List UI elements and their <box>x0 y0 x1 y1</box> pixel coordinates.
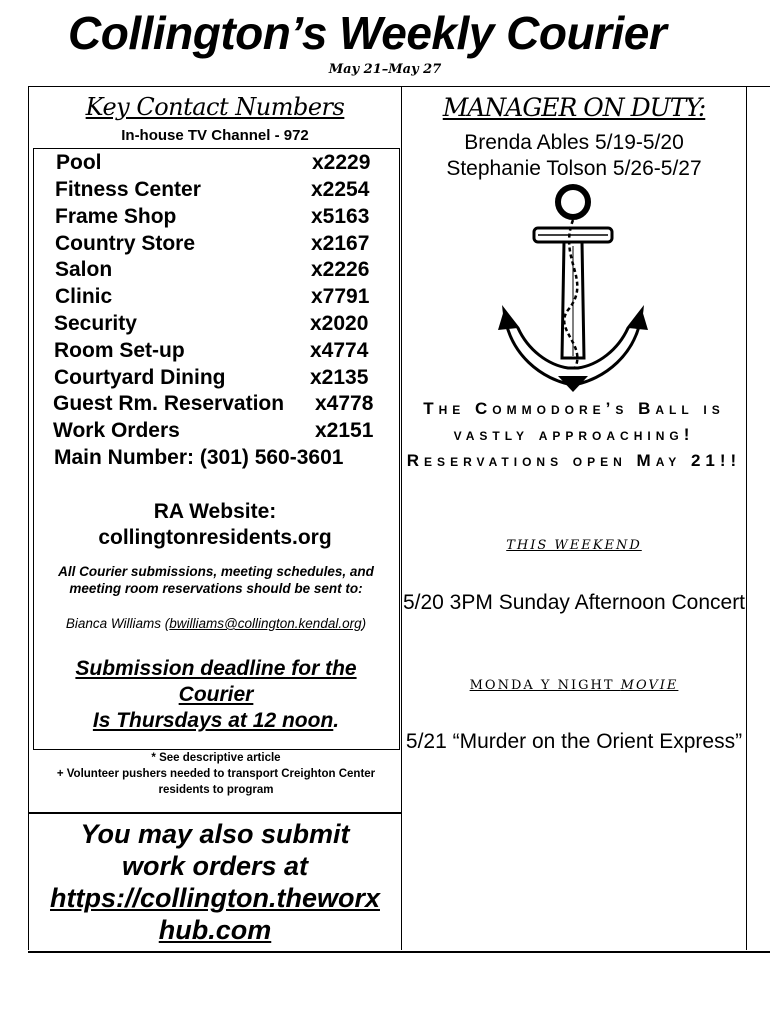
work-order-notice <box>29 818 401 946</box>
work-order-link[interactable]: https://collington.theworxhub.com <box>50 883 380 945</box>
contact-name: Bianca Williams ( <box>65 616 170 631</box>
newsletter-title: Collington’s Weekly Courier <box>68 7 667 59</box>
contact-ext: x2167 <box>311 232 370 255</box>
manager-line-2: Stephanie Tolson 5/26-5/27 <box>446 157 702 180</box>
deadline-end: . <box>333 709 340 732</box>
contacts-title: Key Contact Numbers <box>85 93 345 121</box>
deadline-line-2: Is Thursdays at 12 noon <box>92 709 334 732</box>
article-note: * See descriptive article <box>151 752 281 764</box>
contact-email-link[interactable]: bwilliams@collington.kendal.org <box>169 616 362 631</box>
contact-label: Guest Rm. Reservation <box>53 392 285 415</box>
contact-label: Clinic <box>55 285 113 308</box>
contact-ext: x5163 <box>311 205 370 228</box>
movie-heading <box>402 678 746 693</box>
manager-line-1: Brenda Ables 5/19-5/20 <box>464 131 684 154</box>
section-separator <box>29 812 401 814</box>
contact-label: Courtyard Dining <box>54 366 226 389</box>
movie-heading-italic: MOVIE <box>620 678 679 693</box>
contact-label: Room Set-up <box>54 339 185 362</box>
contact-ext: x2254 <box>311 178 370 201</box>
contact-label: Country Store <box>55 232 196 255</box>
commodores-ball-announcement: The Commodore’s Ball is vastly approaching! Reservations open May 21!! <box>406 399 742 470</box>
weekend-heading: THIS WEEKEND <box>506 538 642 553</box>
column-divider <box>401 86 402 950</box>
movie-heading-text: MONDA Y NIGHT <box>469 678 615 693</box>
contact-ext: x2226 <box>311 258 370 281</box>
issue-dates: May 21–May 27 <box>328 62 442 77</box>
weekend-event: 5/20 3PM Sunday Afternoon Concert <box>402 591 746 614</box>
tv-channel: In-house TV Channel - 972 <box>121 127 309 144</box>
manager-title: MANAGER ON DUTY: <box>442 93 706 122</box>
contact-ext: x2151 <box>315 419 374 442</box>
contact-ext: x2229 <box>312 151 371 174</box>
contact-label: Pool <box>56 151 102 174</box>
main-number: Main Number: (301) 560-3601 <box>54 446 344 469</box>
contact-ext: x2020 <box>310 312 369 335</box>
movie-event: 5/21 “Murder on the Orient Express” <box>405 730 743 753</box>
contact-label: Salon <box>55 258 113 281</box>
contact-label: Security <box>54 312 137 335</box>
submission-contact <box>36 616 396 631</box>
anchor-illustration <box>498 180 648 395</box>
contact-ext: x4778 <box>315 392 374 415</box>
volunteer-note: + Volunteer pushers needed to transport Creighton Center residents to program <box>56 768 376 796</box>
contact-ext: x7791 <box>311 285 370 308</box>
manager-column <box>402 87 746 122</box>
contact-label: Fitness Center <box>55 178 201 201</box>
contact-close: ) <box>361 616 367 631</box>
right-border <box>746 86 747 950</box>
contact-ext: x2135 <box>310 366 369 389</box>
work-order-text: You may also submit work orders at <box>80 819 350 881</box>
ra-website-label: RA Website: <box>153 500 277 523</box>
contact-label: Frame Shop <box>55 205 177 228</box>
contacts-column <box>29 87 401 144</box>
deadline-notice <box>36 656 396 734</box>
contact-ext: x4774 <box>310 339 369 362</box>
contact-label: Work Orders <box>53 419 180 442</box>
deadline-line-1: Submission deadline for the Courier <box>75 657 357 706</box>
ra-website-link[interactable]: collingtonresidents.org <box>98 526 332 549</box>
submission-instructions: All Courier submissions, meeting schedules, and meeting room reservations should be sent to: <box>58 564 374 596</box>
